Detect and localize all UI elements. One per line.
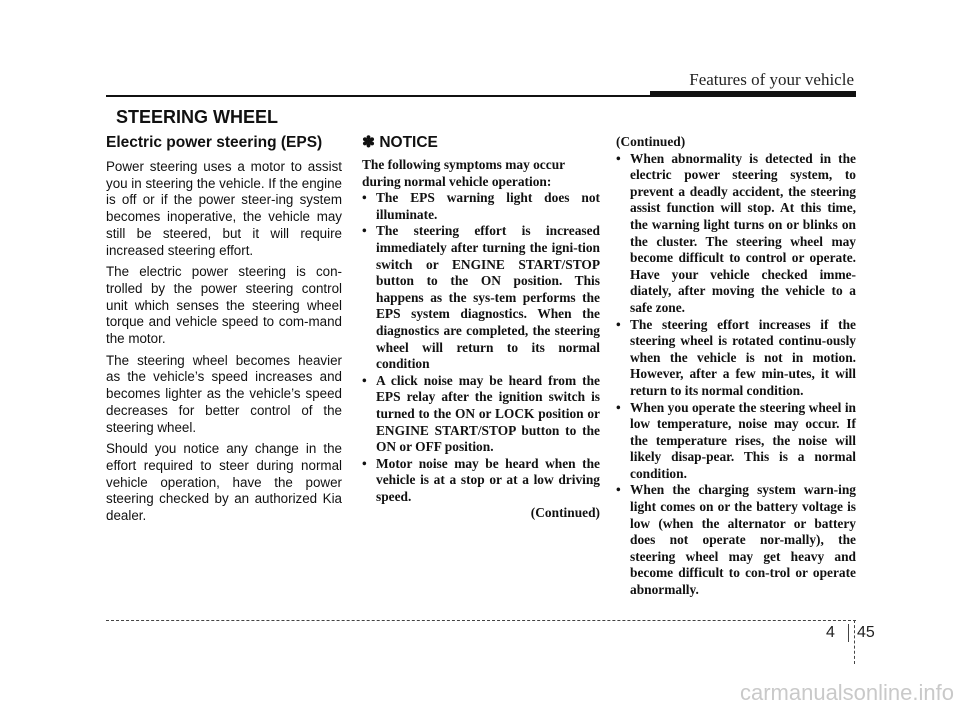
header-title: Features of your vehicle [689,70,854,89]
list-item: • A click noise may be heard from the EPS relay after the ignition switch is turned to the ON or LOCK position or ENGINE START/STOP button to the ON or OFF position. [362,372,600,455]
list-item: • When abnormality is detected in the electric power steering system, to prevent a deadly accident, the steering assist function will stop. At this time, the warning light turns on or blinks on the cluster. The steering wheel may become difficult to control or operate. Have your vehicle checked imme-diately, after moving the vehicle to a safe zone. [616,150,856,315]
page-separator [848,624,849,642]
bullet-icon: • [616,150,621,166]
notice-intro: The following symptoms may occur during normal vehicle operation: [362,157,565,189]
list-item: • The steering effort increases if the steering wheel is rotated continu-ously when the vehicle is not in motion. However, after a few min-utes, it will return to its normal condition. [616,316,856,398]
eps-paragraph: The electric power steering is con-trolled by the power steering control unit which senses the steering wheel torque and vehicle speed to com-mand the motor. [106,264,342,347]
eps-paragraph: The steering wheel becomes heavier as the vehicle’s speed increases and becomes lighter as the vehicle’s speed decreases for better control of the steering wheel. [106,352,342,435]
notice-column-1 [362,134,600,522]
notice-list-2 [616,151,856,599]
list-item: • When you operate the steering wheel in low temperature, noise may occur. If the temperature rises, the noise will likely disap-pear. This is a normal condition. [616,399,856,481]
bullet-icon: • [616,316,621,332]
eps-paragraph: Power steering uses a motor to assist you in steering the vehicle. If the engine is off or if the power steer-ing system becomes inoperative, the vehicle may still be steered, but it will require increased steering effort. [106,159,342,258]
bullet-icon: • [362,190,367,206]
section-title: STEERING WHEEL [116,107,279,127]
watermark: carmanualsonline.info [739,680,954,705]
bullet-icon: • [616,399,621,415]
bullet-icon: • [362,455,367,471]
notice-icon: ✽ [362,134,375,151]
eps-title: Electric power steering (EPS) [106,134,323,151]
chapter-number: 4 [826,624,835,641]
list-item: • The EPS warning light does not illuminate. [362,190,600,222]
page-number: 45 [857,624,875,641]
continued-label: (Continued) [616,134,686,149]
eps-column [106,134,342,530]
list-item: • When the charging system warn-ing light comes on or the battery voltage is low (when the alternator or battery does not operate nor-mally), the steering wheel may get heavy and become difficult to con-trol or operate abnormally. [616,482,856,598]
notice-heading [362,134,600,152]
notice-column-2 [616,134,856,599]
header-tab [650,91,856,97]
footer-divider [854,620,855,664]
list-item: • The steering effort is increased immediately after turning the igni-tion switch or ENGINE START/STOP button to the ON position. This happens as the sys-tem performs the EPS system diagnostics. When the diagnostics are completed, the steering wheel will return to its normal condition [362,223,600,372]
continued-label: (Continued) [530,505,600,521]
eps-paragraph: Should you notice any change in the effort required to steer during normal vehicle operation, have the power steering checked by an authorized Kia dealer. [106,441,342,524]
notice-title: NOTICE [379,134,438,151]
footer-rule [106,620,856,621]
notice-list-1 [362,190,600,505]
list-item: • Motor noise may be heard when the vehicle is at a stop or at a low driving speed. [362,455,600,504]
bullet-icon: • [362,372,367,388]
bullet-icon: • [362,223,367,239]
bullet-icon: • [616,482,621,498]
